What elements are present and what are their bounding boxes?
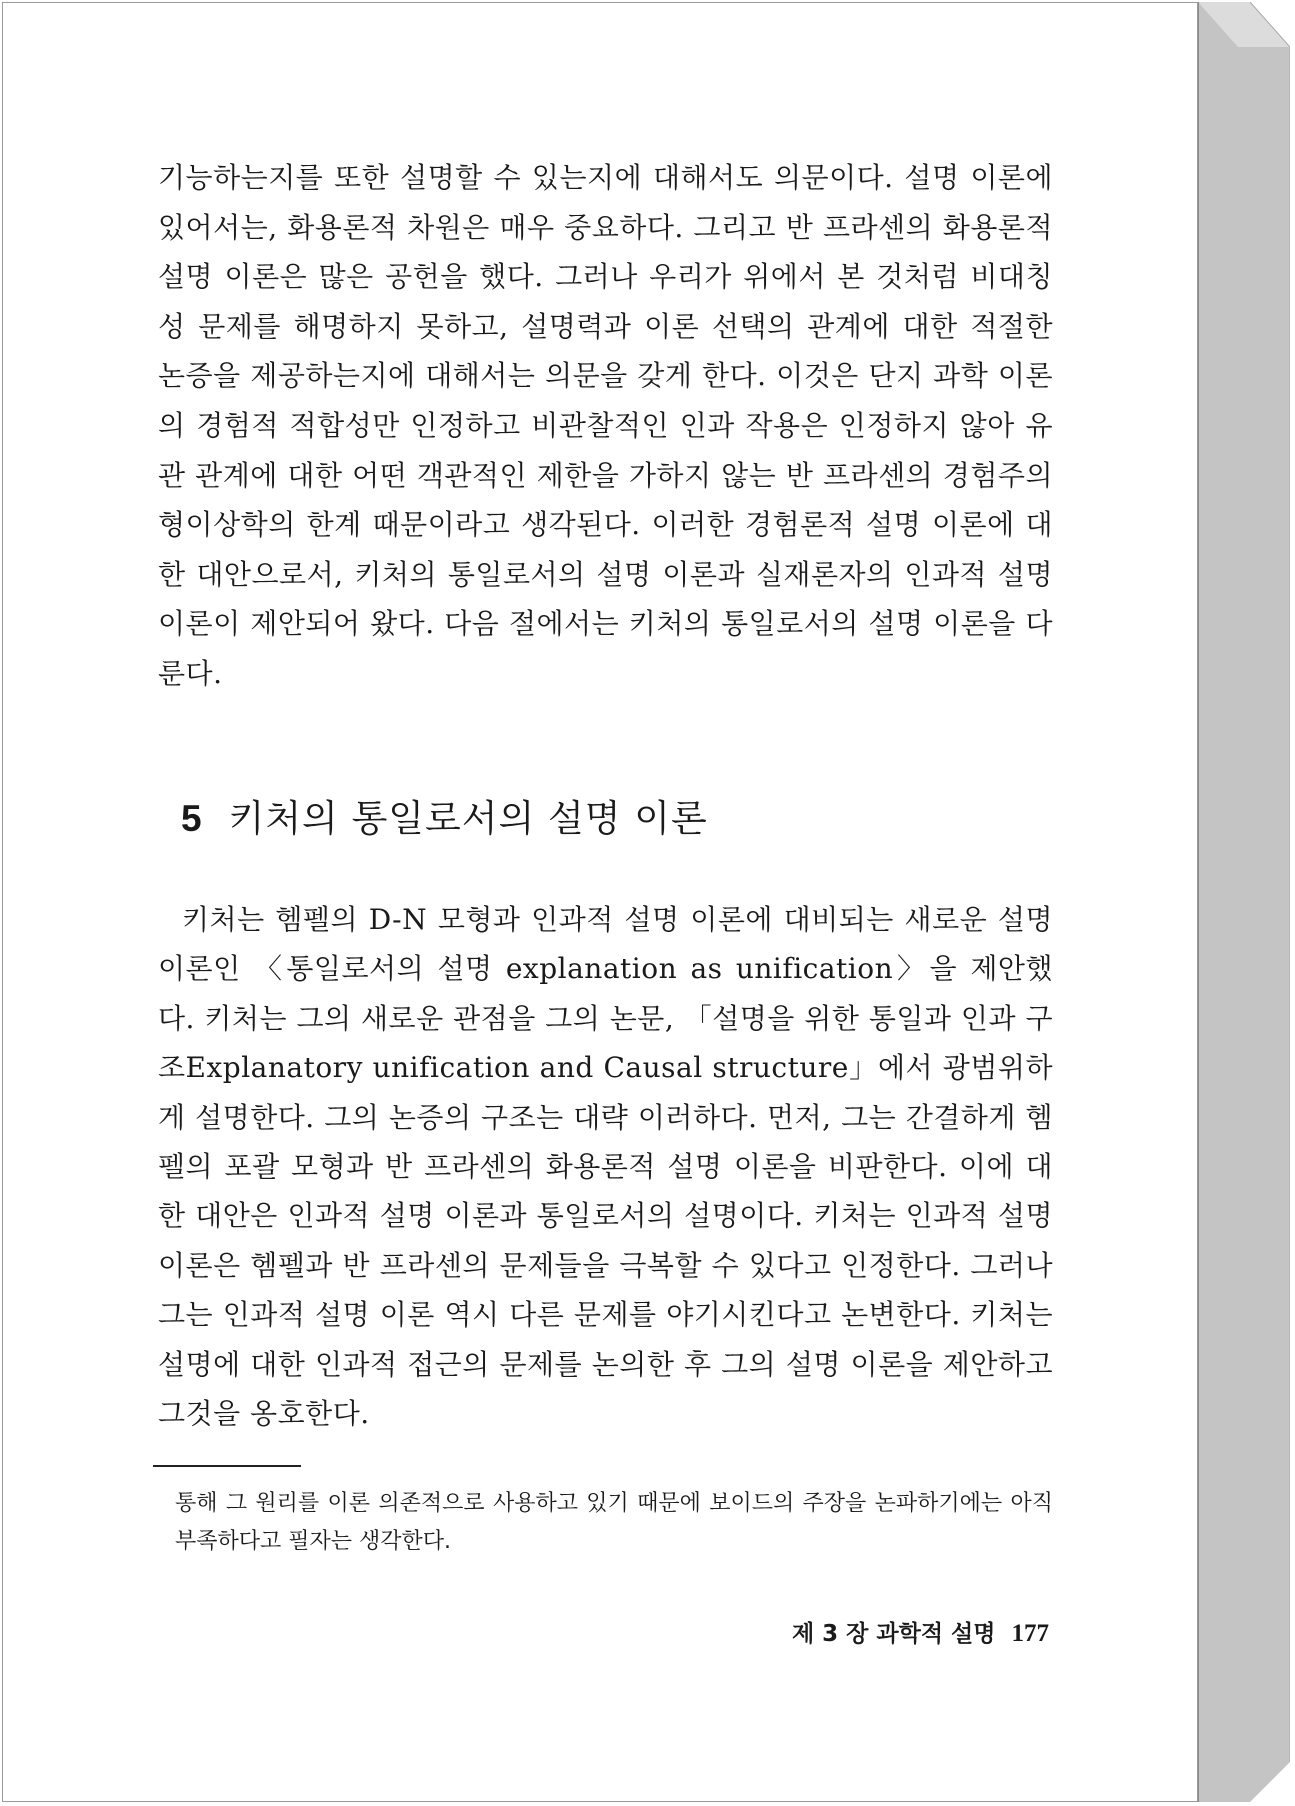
section-title: 키처의 통일로서의 설명 이론 [228,797,708,840]
footnote-text: 통해 그 원리를 이론 의존적으로 사용하고 있기 때문에 보이드의 주장을 논파하기에는 아직 부족하다고 필자는 생각한다. [175,1491,1053,1554]
section-number: 5 [181,798,203,839]
body-paragraph-1: 기능하는지를 또한 설명할 수 있는지에 대해서도 의문이다. 설명 이론에 있어서는, 화용론적 차원은 매우 중요하다. 그리고 반 프라센의 화용론적 설명 이론은 많은 공헌을 했다. 그러나 우리가 위에서 본 것처럼 비대칭성 문제를 해명하지 못하고, 설명력과 이론 선택의 관계에 대한 적절한 논증을 제공하는지에 대해서는 의문을 갖게 한다. 이것은 단지 과학 이론의 경험적 적합성만 인정하고 비관찰적인 인과 작용은 인정하지 않아 유관 관계에 대한 어떤 객관적인 제한을 가하지 않는 반 프라센의 경험주의 형이상학의 한계 때문이라고 생각된다. 이러한 경험론적 설명 이론에 대한 대안으로서, 키처의 통일로서의 설명 이론과 실재론자의 인과적 설명 이론이 제안되어 왔다. 다음 절에서는 키처의 통일로서의 설명 이론을 다룬다. [158,161,1053,690]
section-heading [181,795,941,843]
page-number: 177 [1011,1620,1049,1647]
book-spine-edge [1198,2,1290,1802]
book-page [2,2,1198,1802]
body-paragraph-2: 키처는 헴펠의 D-N 모형과 인과적 설명 이론에 대비되는 새로운 설명 이론인 〈통일로서의 설명 explanation as unification〉을 제안했다. 키처는 그의 새로운 관점을 그의 논문, 「설명을 위한 통일과 인과 구조Explanatory unification and Causal structure」에서 광범위하게 설명한다. 그의 논증의 구조는 대략 이러하다. 먼저, 그는 간결하게 헴펠의 포괄 모형과 반 프라센의 화용론적 설명 이론을 비판한다. 이에 대한 대안은 인과적 설명 이론과 통일로서의 설명이다. 키처는 인과적 설명 이론은 헴펠과 반 프라센의 문제들을 극복할 수 있다고 인정한다. 그러나 그는 인과적 설명 이론 역시 다른 문제를 야기시킨다고 논변한다. 키처는 설명에 대한 인과적 접근의 문제를 논의한 후 그의 설명 이론을 제안하고 그것을 옹호한다. [158,903,1053,1431]
chapter-running-title: 제 3 장 과학적 설명 [791,1621,996,1647]
page-footer [703,1617,1049,1651]
footnote-divider [153,1465,301,1467]
